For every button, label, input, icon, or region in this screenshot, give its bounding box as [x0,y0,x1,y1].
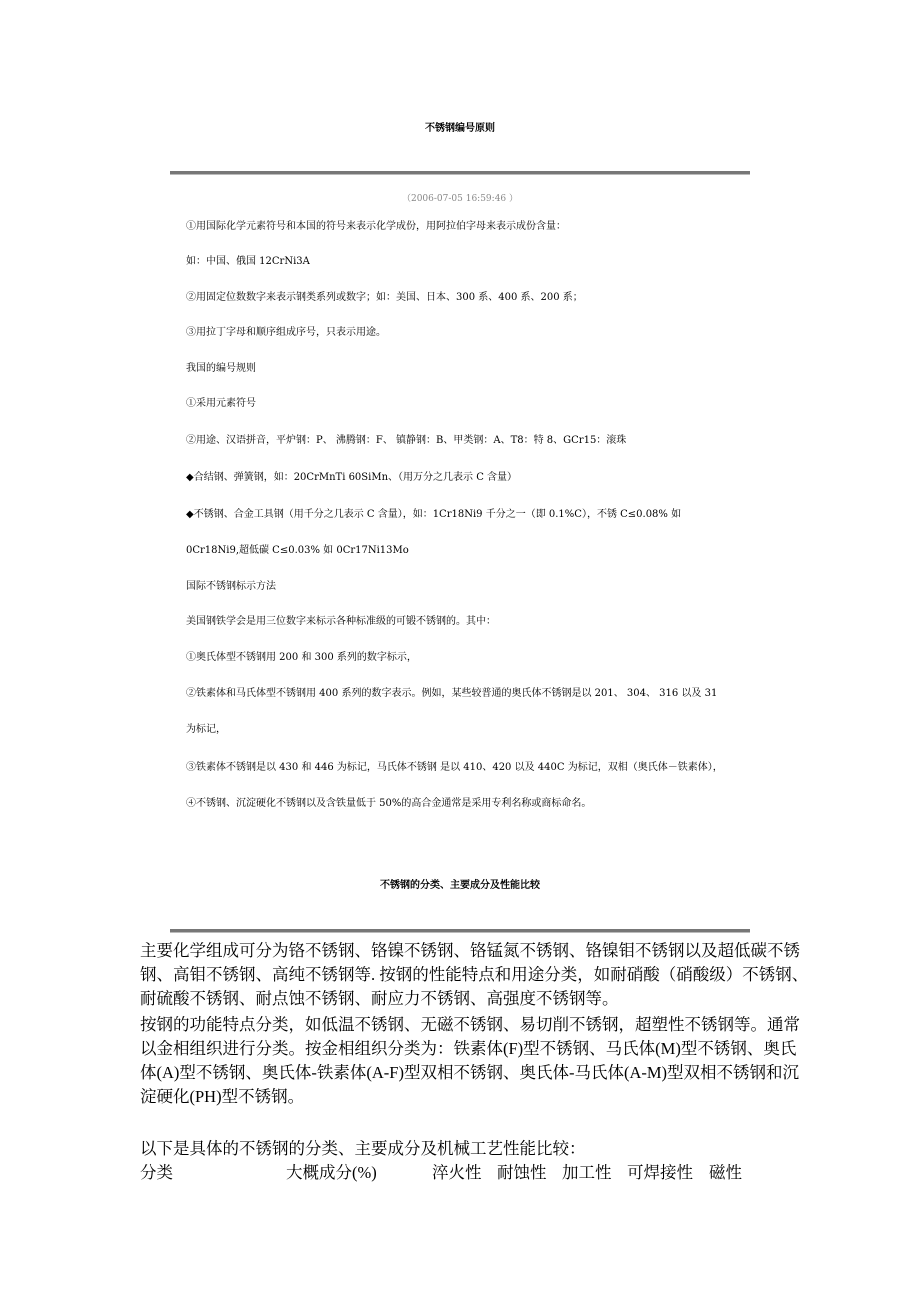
table-header: 淬火性 [432,1163,482,1182]
paragraph-line: 淀硬化(PH)型不锈钢。 [140,1087,305,1106]
section-title: 不锈钢编号原则 [425,123,495,134]
table-header: 磁性 [709,1163,742,1182]
paragraph-line: 如：中国、俄国 12CrNi3A [186,256,310,267]
paragraph-line: 体(A)型不锈钢、奥氏体-铁素体(A-F)型双相不锈钢、奥氏体-马氏体(A-M)型双相不锈钢和沉 [140,1063,800,1082]
paragraph-line: ①用国际化学元素符号和本国的符号来表示化学成份，用阿拉伯字母来表示成份含量： [186,221,566,232]
paragraph-line: ①奥氏体型不锈钢用 200 和 300 系列的数字标示， [186,652,417,663]
paragraph-line: ①采用元素符号 [186,398,256,409]
paragraph-line: ③铁素体不锈钢是以 430 和 446 为标记，马氏体不锈钢 是以 410、420 以及 440C 为标记，双相（奥氏体－铁素体）， [186,762,723,773]
paragraph-line: ④不锈钢、沉淀硬化不锈钢以及含铁量低于 50%的高合金通常是采用专利名称或商标命名。 [186,798,592,809]
paragraph-line: 0Cr18Ni9,超低碳 C≤0.03% 如 0Cr17Ni13Mo [186,545,409,556]
table-header-row [140,1161,760,1185]
paragraph-line: 以下是具体的不锈钢的分类、主要成分及机械工艺性能比较： [140,1139,586,1158]
timestamp: （2006-07-05 16:59:46 ） [401,194,519,204]
paragraph-line: 以金相组织进行分类。按金相组织分类为：铁素体(F)型不锈钢、马氏体(M)型不锈钢、奥氏 [140,1039,797,1058]
section-title: 不锈钢的分类、主要成分及性能比较 [380,880,540,891]
divider [170,171,750,175]
paragraph-line: 耐硫酸不锈钢、耐点蚀不锈钢、耐应力不锈钢、高强度不锈钢等。 [140,989,619,1008]
table-header: 加工性 [562,1163,612,1182]
paragraph-line: ③用拉丁字母和顺序组成序号，只表示用途。 [186,327,386,338]
paragraph-line: 主要化学组成可分为铬不锈钢、铬镍不锈钢、铬锰氮不锈钢、铬镍钼不锈钢以及超低碳不锈 [140,941,800,960]
table-header: 耐蚀性 [497,1163,547,1182]
paragraph-line: 按钢的功能特点分类，如低温不锈钢、无磁不锈钢、易切削不锈钢，超塑性不锈钢等。通常 [140,1015,800,1034]
paragraph-line: 我国的编号规则 [186,363,256,374]
paragraph-line: ②用固定位数数字来表示钢类系列或数字；如：美国、日本、300 系、400 系、200 系； [186,292,583,303]
paragraph-line: ②铁素体和马氏体型不锈钢用 400 系列的数字表示。例如，某些较普通的奥氏体不锈钢是以 201、 304、 316 以及 31 [186,688,718,699]
paragraph-line: ◆合结钢、弹簧钢，如：20CrMnTi 60SiMn、（用万分之几表示 C 含量） [186,472,518,483]
divider [170,929,750,933]
table-header: 可焊接性 [627,1163,693,1182]
table-header: 大概成分(%) [286,1163,377,1182]
paragraph-line: ②用途、汉语拼音，平炉钢：P、 沸腾钢：F、 镇静钢：B、甲类钢：A、T8：特 8、GCr15：滚珠 [186,435,627,446]
paragraph-line: 国际不锈钢标示方法 [186,581,276,592]
paragraph-line: ◆不锈钢、合金工具钢（用千分之几表示 C 含量），如：1Cr18Ni9 千分之一（即 0.1%C），不锈 C≤0.08% 如 [186,509,682,520]
paragraph-line: 为标记， [186,724,226,735]
paragraph-line: 钢、高钼不锈钢、高纯不锈钢等. 按钢的性能特点和用途分类，如耐硝酸（硝酸级）不锈钢、 [140,965,809,984]
table-header: 分类 [140,1163,173,1182]
paragraph-line: 美国钢铁学会是用三位数字来标示各种标准级的可锻不锈钢的。其中： [186,616,496,627]
